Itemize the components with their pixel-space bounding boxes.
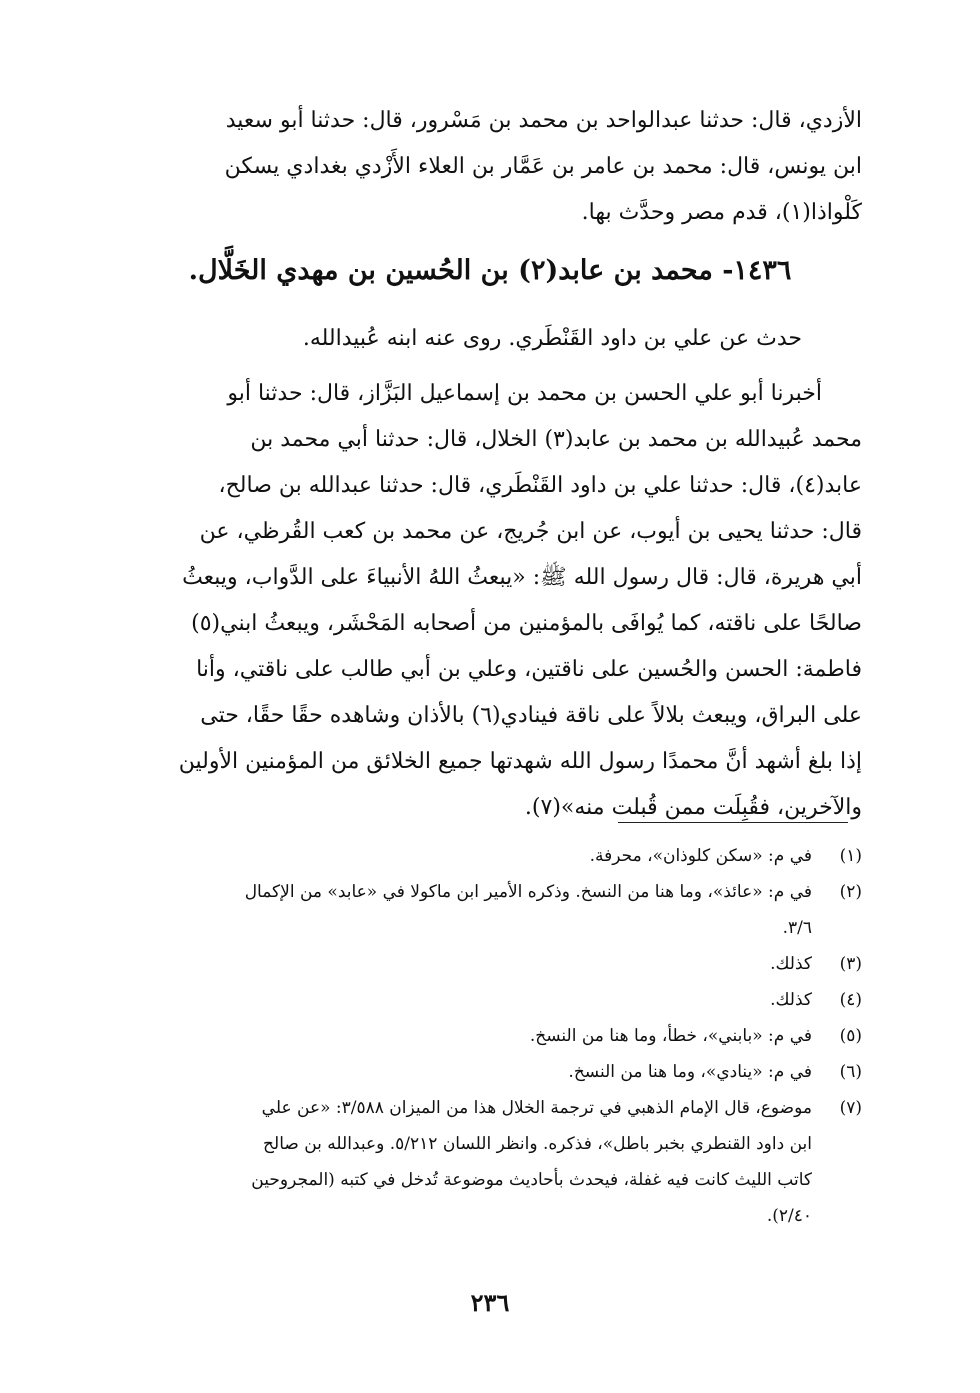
footnote-1 <box>142 838 862 874</box>
text-line: فاطمة: الحسن والحُسين على ناقتين، وعلي بن أبي طالب على ناقتي، وأنا <box>196 657 862 682</box>
footnote-number: (١) <box>839 846 862 866</box>
footnote-number: (٥) <box>839 1026 862 1046</box>
hadith-paragraph <box>142 371 862 831</box>
footnote-3 <box>142 946 862 982</box>
footnote-number: (٦) <box>839 1062 862 1082</box>
footnote-number: (٣) <box>839 954 862 974</box>
text-line: الأزدي، قال: حدثنا عبدالواحد بن محمد بن مَسْرور، قال: حدثنا أبو سعيد <box>225 108 862 133</box>
footnote-number: (٧) <box>839 1098 862 1118</box>
text-line: قال: حدثنا يحيى بن أيوب، عن ابن جُريج، عن محمد بن كعب القُرظي، عن <box>199 519 862 544</box>
entry-heading: ١٤٣٦- محمد بن عابد(٢) بن الحُسين بن مهدي الخَلَّال. <box>188 255 792 286</box>
text-line: حدث عن علي بن داود القَنْطَري. روى عنه ابنه عُبيدالله. <box>302 326 802 351</box>
text-line: صالحًا على ناقته، كما يُوافَى بالمؤمنين من أصحابه المَحْشَر، ويبعثُ ابني(٥) <box>191 611 862 636</box>
footnote-6 <box>142 1054 862 1090</box>
footnote-text: كاتب الليث كانت فيه غفلة، فيحدث بأحاديث موضوعة تُدخل في كتبه (المجروحين <box>251 1170 812 1190</box>
footnote-text: ٢/٤٠). <box>766 1206 812 1226</box>
text-line: على البراق، ويبعث بلالاً على ناقة فينادي(٦) بالأذان وشاهده حقًا حقًا، حتى <box>200 703 862 728</box>
footnote-text: كذلك. <box>770 990 812 1010</box>
text-line: عابد(٤)، قال: حدثنا علي بن داود القَنْطَري، قال: حدثنا عبدالله بن صالح، <box>218 473 862 498</box>
footnote-text: ٣/٦. <box>782 918 812 938</box>
footnote-5 <box>142 1018 862 1054</box>
footnote-text: في م: «عائذ»، وما هنا من النسخ. وذكره الأمير ابن ماكولا في «عابد» من الإكمال <box>244 882 812 902</box>
text-line: ابن يونس، قال: محمد بن عامر بن عَمَّار بن العلاء الأَزْدي بغدادي يسكن <box>224 154 862 179</box>
entry-summary-paragraph <box>142 316 862 362</box>
footnote-text: كذلك. <box>770 954 812 974</box>
footnotes <box>142 838 862 1234</box>
text-line: أبي هريرة، قال: قال رسول الله ﷺ: «يبعثُ اللهُ الأنبياءَ على الدَّواب، ويبعثُ <box>182 565 862 590</box>
text-line: أخبرنا أبو علي الحسن بن محمد بن إسماعيل البَزَّاز، قال: حدثنا أبو <box>227 381 822 406</box>
footnote-text: ابن داود القنطري بخبر باطل»، فذكره. وانظر اللسان ٥/٢١٢. وعبدالله بن صالح <box>263 1134 812 1154</box>
text-line: محمد عُبيدالله بن محمد بن عابد(٣) الخلال، قال: حدثنا أبي محمد بن <box>250 427 862 452</box>
footnote-text: في م: «بابني»، خطأ، وما هنا من النسخ. <box>529 1026 812 1046</box>
footnote-7 <box>142 1090 862 1126</box>
footnote-divider <box>618 822 848 823</box>
footnote-text: في م: «ينادي»، وما هنا من النسخ. <box>568 1062 812 1082</box>
footnote-2 <box>142 874 862 910</box>
text-line: والآخرين، فقُبِلَت ممن قُبلت منه»(٧). <box>524 795 862 820</box>
text-line: كَلْواذا(١)، قدم مصر وحدَّث بها. <box>581 200 862 225</box>
footnote-text: موضوع، قال الإمام الذهبي في ترجمة الخلال هذا من الميزان ٣/٥٨٨: «عن علي <box>261 1098 812 1118</box>
footnote-4 <box>142 982 862 1018</box>
page-number: ٢٣٦ <box>470 1288 510 1317</box>
text-line: إذا بلغ أشهد أنَّ محمدًا رسول الله شهدتها جميع الخلائق من المؤمنين الأولين <box>178 749 862 774</box>
footnote-text: في م: «سكن كلوذان»، محرفة. <box>589 846 812 866</box>
footnote-number: (٤) <box>839 990 862 1010</box>
paragraph-continuation <box>142 98 862 236</box>
footnote-number: (٢) <box>839 882 862 902</box>
